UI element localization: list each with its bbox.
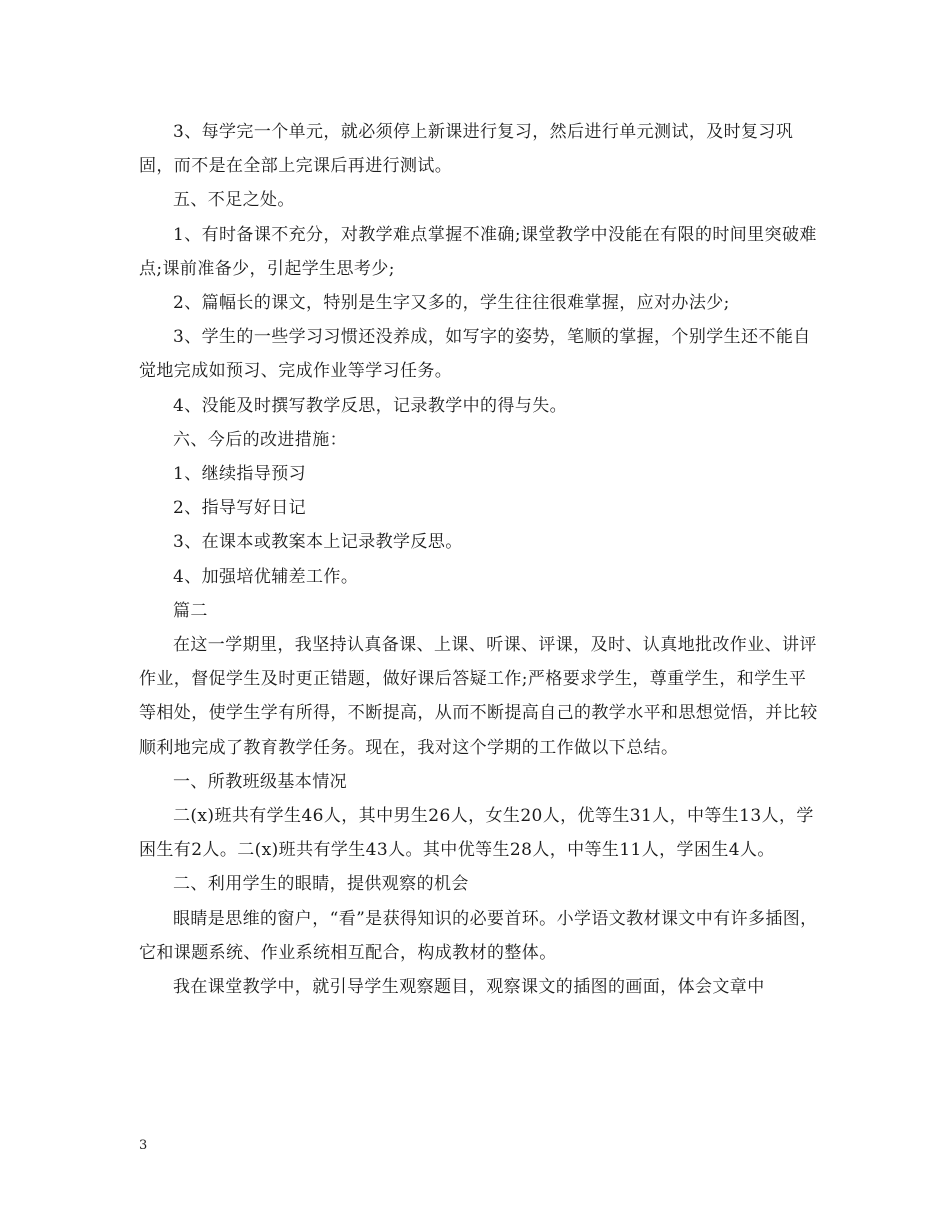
list-item: 3、在课本或教案本上记录教学反思。: [173, 532, 463, 553]
list-item: 2、指导写好日记: [173, 498, 307, 519]
part-heading: 篇二: [173, 600, 208, 621]
section-heading: 一、所教班级基本情况: [173, 771, 347, 792]
paragraph: 我在课堂教学中，就引导学生观察题目，观察课文的插图的画面，体会文章中: [173, 977, 765, 998]
list-item: 4、加强培优辅差工作。: [173, 566, 359, 587]
document-body: [139, 115, 819, 1004]
paragraph: 3、每学完一个单元，就必须停上新课进行复习，然后进行单元测试，及时复习巩固，而不是在全部上完课后再进行测试。: [139, 122, 794, 177]
paragraph: 2、篇幅长的课文，特别是生字又多的，学生往往很难掌握，应对办法少;: [173, 293, 730, 314]
section-heading: 二、利用学生的眼睛，提供观察的机会: [173, 874, 469, 895]
paragraph: 二(x)班共有学生46人，其中男生26人，女生20人，优等生31人，中等生13人，学困生有2人。二(x)班共有学生43人。其中优等生28人，中等生11人，学困生4人。: [139, 806, 814, 861]
paragraph: 3、学生的一些学习习惯还没养成，如写字的姿势，笔顺的掌握，个别学生还不能自觉地完成如预习、完成作业等学习任务。: [139, 327, 811, 382]
paragraph: 眼睛是思维的窗户，“看”是获得知识的必要首环。小学语文教材课文中有许多插图，它和课题系统、作业系统相互配合，构成教材的整体。: [139, 908, 818, 963]
page-number: 3: [139, 1138, 148, 1153]
list-item: 1、继续指导预习: [173, 464, 307, 485]
paragraph: 在这一学期里，我坚持认真备课、上课、听课、评课，及时、认真地批改作业、讲评作业，督促学生及时更正错题，做好课后答疑工作;严格要求学生，尊重学生，和学生平等相处，使学生学有所得，不断提高，从而不断提高自己的教学水平和思想觉悟，并比较顺利地完成了教育教学任务。现在，我对这个学期的工作做以下总结。: [139, 635, 818, 758]
section-heading: 五、不足之处。: [173, 190, 295, 211]
paragraph: 1、有时备课不充分，对教学难点掌握不准确;课堂教学中没能在有限的时间里突破难点;课前准备少，引起学生思考少;: [139, 224, 817, 279]
section-heading: 六、今后的改进措施：: [173, 429, 347, 450]
paragraph: 4、没能及时撰写教学反思，记录教学中的得与失。: [173, 395, 568, 416]
